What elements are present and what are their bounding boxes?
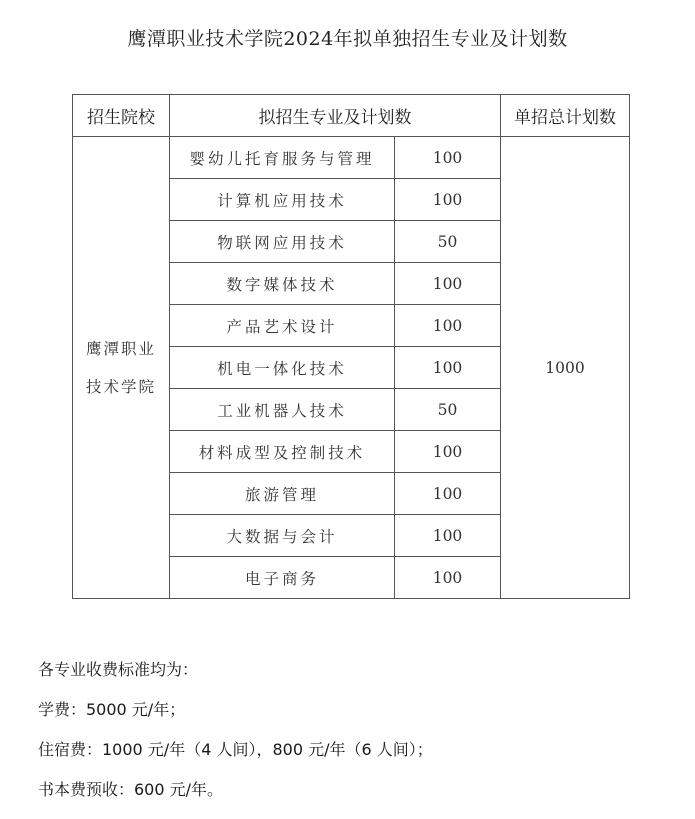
- major-count: 100: [395, 557, 501, 599]
- major-name: 旅游管理: [170, 473, 395, 515]
- major-name: 电子商务: [170, 557, 395, 599]
- fee-books: 书本费预收：600 元/年。: [38, 780, 224, 799]
- fee-notes: [38, 650, 433, 810]
- school-cell: [73, 137, 170, 599]
- major-count: 100: [395, 305, 501, 347]
- major-name: 机电一体化技术: [170, 347, 395, 389]
- major-count: 100: [395, 431, 501, 473]
- fee-intro: 各专业收费标准均为：: [38, 660, 199, 679]
- major-count: 100: [395, 473, 501, 515]
- total-plan-cell: 1000: [501, 137, 630, 599]
- major-name: 大数据与会计: [170, 515, 395, 557]
- major-count: 100: [395, 263, 501, 305]
- document-title: 鹰潭职业技术学院2024年拟单独招生专业及计划数: [127, 28, 568, 50]
- major-name: 计算机应用技术: [170, 179, 395, 221]
- school-name-line1: 鹰潭职业: [85, 339, 156, 358]
- header-majors: 拟招生专业及计划数: [170, 95, 501, 137]
- major-count: 100: [395, 515, 501, 557]
- major-count: 100: [395, 137, 501, 179]
- fee-tuition: 学费：5000 元/年；: [38, 700, 186, 719]
- major-name: 婴幼儿托育服务与管理: [170, 137, 395, 179]
- major-count: 50: [395, 221, 501, 263]
- major-name: 物联网应用技术: [170, 221, 395, 263]
- school-name-line2: 技术学院: [85, 377, 156, 396]
- major-count: 100: [395, 347, 501, 389]
- major-count: 100: [395, 179, 501, 221]
- major-count: 50: [395, 389, 501, 431]
- enrollment-plan-table: [72, 94, 630, 599]
- fee-accommodation: 住宿费：1000 元/年（4 人间），800 元/年（6 人间）；: [38, 740, 433, 759]
- table-header-row: [73, 95, 630, 137]
- header-total: 单招总计划数: [501, 95, 630, 137]
- header-school: 招生院校: [73, 95, 170, 137]
- major-name: 材料成型及控制技术: [170, 431, 395, 473]
- major-name: 数字媒体技术: [170, 263, 395, 305]
- major-name: 产品艺术设计: [170, 305, 395, 347]
- major-name: 工业机器人技术: [170, 389, 395, 431]
- table-row: [73, 137, 630, 179]
